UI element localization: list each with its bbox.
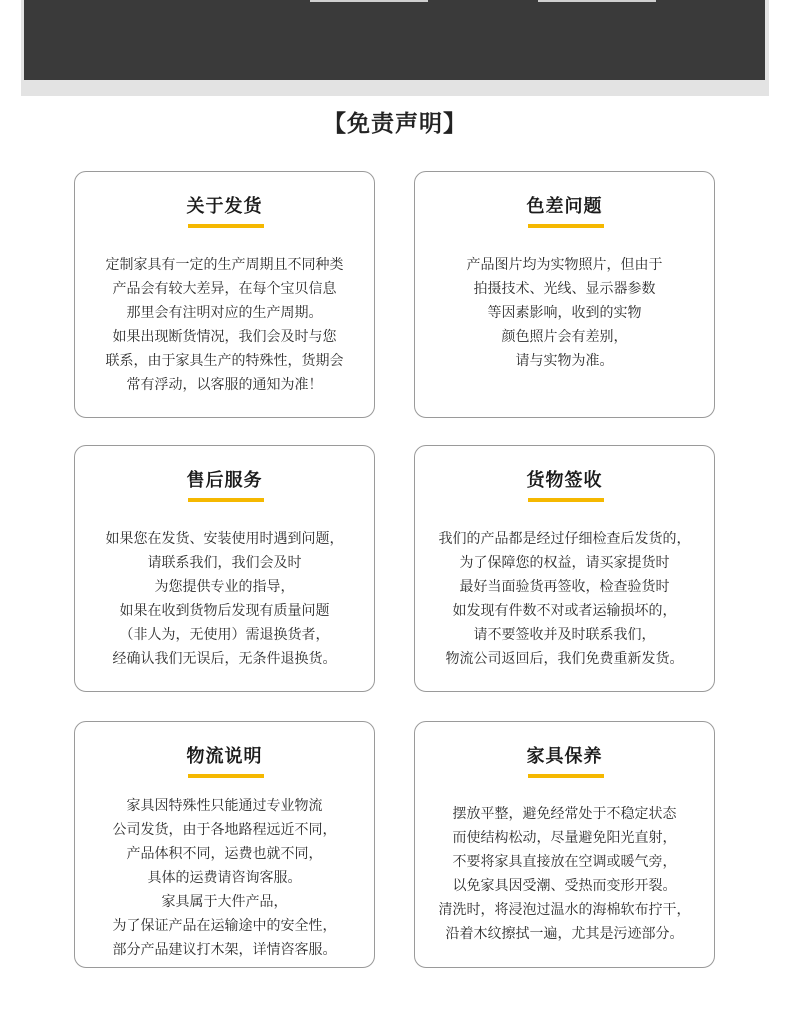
body-line: 为了保证产品在运输途中的安全性， xyxy=(112,918,337,934)
body-line: 产品会有较大差异，在每个宝贝信息 xyxy=(112,281,337,297)
title-underline xyxy=(188,498,264,502)
body-line: 请联系我们，我们会及时 xyxy=(147,555,302,571)
body-line: 不要将家具直接放在空调或暖气旁， xyxy=(452,854,677,870)
page-title: 【免责声明】 xyxy=(323,111,467,137)
body-line: 定制家具有一定的生产周期且不同种类 xyxy=(105,257,344,273)
header-banner-outline-left xyxy=(310,0,428,2)
body-line: 经确认我们无误后，无条件退换货。 xyxy=(112,651,337,667)
header-banner-outline-right xyxy=(538,0,656,2)
body-line: 公司发货，由于各地路程远近不同， xyxy=(112,822,337,838)
body-line: 物流公司返回后，我们免费重新发货。 xyxy=(445,651,684,667)
section-title: 家具保养 xyxy=(526,746,603,767)
section-title: 售后服务 xyxy=(186,470,263,491)
header-dark-banner xyxy=(24,0,765,80)
section-card-logistics xyxy=(74,721,375,968)
title-underline xyxy=(188,774,264,778)
body-line: 最好当面验货再签收，检查验货时 xyxy=(459,579,670,595)
body-line: 为了保障您的权益，请买家提货时 xyxy=(459,555,670,571)
body-line: 拍摄技术、光线、显示器参数 xyxy=(473,281,656,297)
body-line: 如果您在发货、安装使用时遇到问题， xyxy=(105,531,344,547)
body-line: 沿着木纹擦拭一遍，尤其是污迹部分。 xyxy=(445,926,684,942)
section-body xyxy=(75,527,374,671)
section-card-furniture-care xyxy=(414,721,715,968)
body-line: 家具因特殊性只能通过专业物流 xyxy=(126,798,323,814)
section-card-receipt xyxy=(414,445,715,692)
body-line: 如果在收到货物后发现有质量问题 xyxy=(119,603,330,619)
section-card-color-difference xyxy=(414,171,715,418)
body-line: 联系，由于家具生产的特殊性，货期会 xyxy=(105,353,344,369)
body-line: 摆放平整，避免经常处于不稳定状态 xyxy=(452,806,677,822)
section-title: 货物签收 xyxy=(526,470,603,491)
body-line: 请与实物为准。 xyxy=(515,353,614,369)
body-line: 我们的产品都是经过仔细检查后发货的， xyxy=(438,531,691,547)
section-title: 色差问题 xyxy=(526,196,603,217)
body-line: 那里会有注明对应的生产周期。 xyxy=(126,305,323,321)
body-line: 家具属于大件产品， xyxy=(161,894,288,910)
section-title: 物流说明 xyxy=(186,746,263,767)
section-body xyxy=(75,794,374,962)
section-body xyxy=(415,527,714,671)
body-line: 为您提供专业的指导， xyxy=(154,579,295,595)
title-underline xyxy=(528,224,604,228)
body-line: 具体的运费请咨询客服。 xyxy=(147,870,302,886)
body-line: 如果出现断货情况，我们会及时与您 xyxy=(112,329,337,345)
body-line: 部分产品建议打木架，详情咨客服。 xyxy=(112,942,337,958)
section-title: 关于发货 xyxy=(186,196,263,217)
section-body xyxy=(415,253,714,373)
body-line: 以免家具因受潮、受热而变形开裂。 xyxy=(452,878,677,894)
body-line: 如发现有件数不对或者运输损坏的， xyxy=(452,603,677,619)
title-underline xyxy=(188,224,264,228)
title-underline xyxy=(528,498,604,502)
section-card-after-sales xyxy=(74,445,375,692)
body-line: 颜色照片会有差别， xyxy=(501,329,628,345)
section-card-shipping xyxy=(74,171,375,418)
section-body xyxy=(415,802,714,946)
section-body xyxy=(75,253,374,397)
body-line: 而使结构松动，尽量避免阳光直射， xyxy=(452,830,677,846)
body-line: 等因素影响，收到的实物 xyxy=(487,305,642,321)
body-line: 产品图片均为实物照片，但由于 xyxy=(466,257,663,273)
body-line: （非人为，无使用）需退换货者， xyxy=(119,627,330,643)
body-line: 常有浮动，以客服的通知为准！ xyxy=(126,377,323,393)
body-line: 清洗时，将浸泡过温水的海棉软布拧干， xyxy=(438,902,691,918)
title-underline xyxy=(528,774,604,778)
body-line: 请不要签收并及时联系我们， xyxy=(473,627,656,643)
body-line: 产品体积不同，运费也就不同， xyxy=(126,846,323,862)
